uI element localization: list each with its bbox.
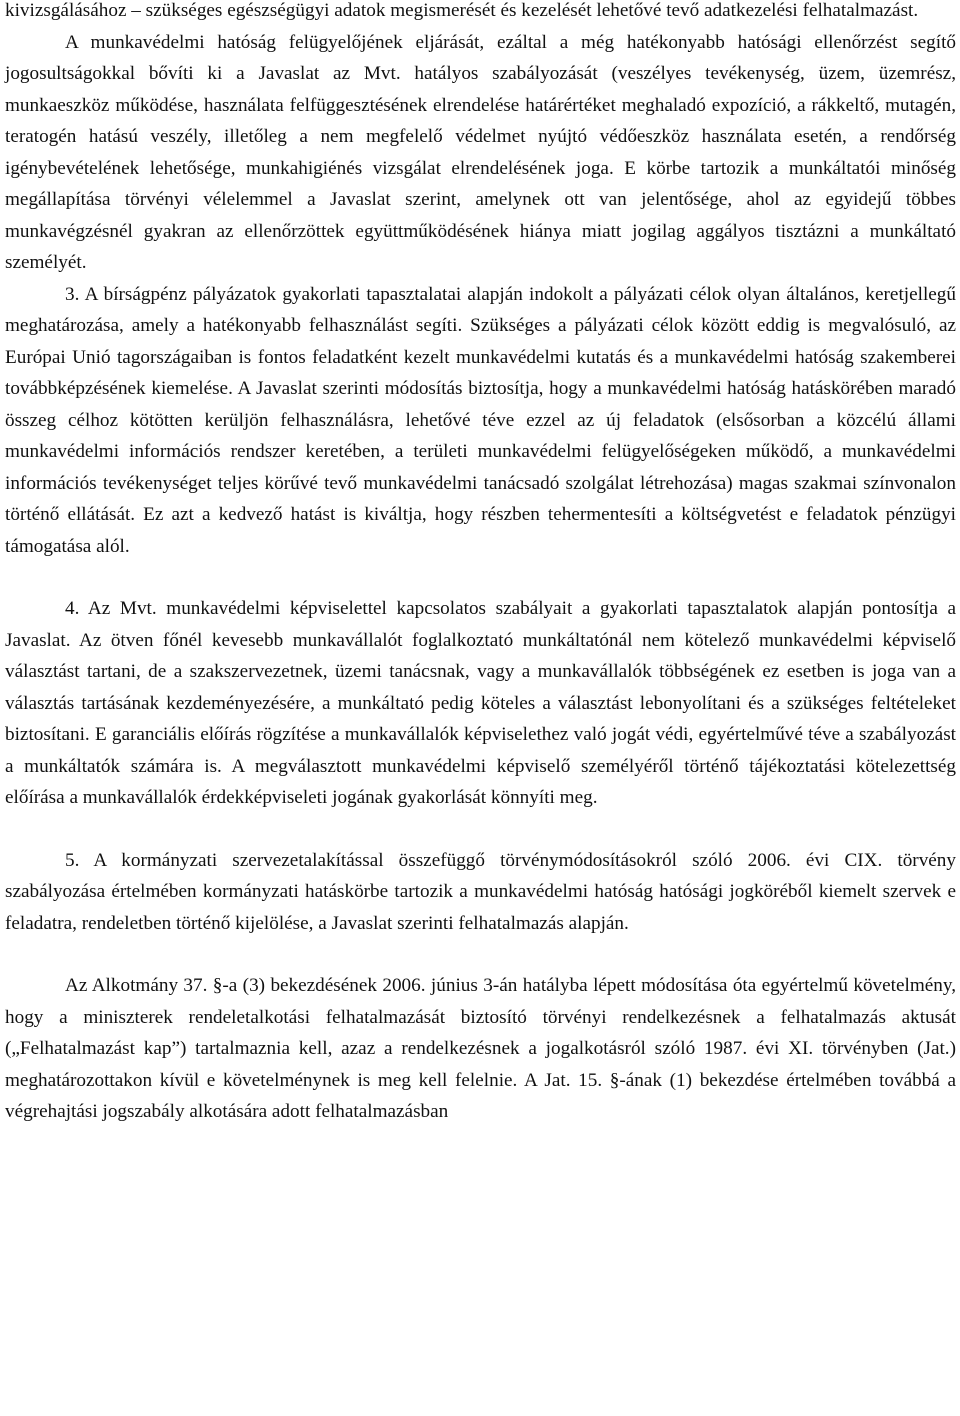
paragraph-4: 4. Az Mvt. munkavédelmi képviselettel kapcsolatos szabályait a gyakorlati tapasztalatok alapján pontosítja a Javaslat. Az ötven főnél kevesebb munkavállalót foglalkoztató munkáltatónál nem kötelező munkavédelmi képviselő választást tartani, de a szakszervezetnek, üzemi tanácsnak, vagy a munkavállalók többségének ez esetben is joga van a választás tartásának kezdeményezésére, a munkáltató pedig köteles a választást lebonyolítani és a szükséges feltételeket biztosítani. E garanciális előírás rögzítése a munkavállalók képviselethez való jogát védi, egyértelművé téve a szabályozást a munkáltatók számára is. A megválasztott munkavédelmi képviselő személyéről történő tájékoztatási kötelezettség előírása a munkavállalók érdekképviseleti jogának gyakorlását könnyíti meg.	[5, 598, 956, 808]
paragraph-5: 5. A kormányzati szervezetalakítással összefüggő törvénymódosításokról szóló 2006. évi CIX. törvény szabályozása értelmében kormányzati hatáskörbe tartozik a munkavédelmi hatóság hatósági jogköréből kiemelt szervek e feladatra, rendeletben történő kijelölése, a Javaslat szerinti felhatalmazás alapján.	[5, 849, 956, 934]
paragraph-6: Az Alkotmány 37. §-a (3) bekezdésének 2006. június 3-án hatályba lépett módosítása óta egyértelmű követelmény, hogy a miniszterek rendeletalkotási felhatalmazását biztosító törvényi rendelkezésnek a felhatalmazás aktusát („Felhatalmazást kap”) tartalmaznia kell, azaz a rendelkezésnek a jogalkotásról szóló 1987. évi XI. törvényben (Jat.) meghatározottakon kívül e követelménynek is meg kell felelnie. A Jat. 15. §-ának (1) bekezdése értelmében továbbá a végrehajtási jogszabály alkotására adott felhatalmazásban	[5, 975, 956, 1122]
paragraph-3: 3. A bírságpénz pályázatok gyakorlati tapasztalatai alapján indokolt a pályázati célok olyan általános, keretjellegű meghatározása, amely a hatékonyabb felhasználást segíti. Szükséges a pályázati célok között eddig is megvalósuló, az Európai Unió tagországaiban is fontos feladatként kezelt munkavédelmi kutatás és a munkavédelmi hatóság szakemberei továbbképzésének kiemelése. A Javaslat szerinti módosítás biztosítja, hogy a munkavédelmi hatóság hatáskörében maradó összeg célhoz kötötten kerüljön felhasználásra, lehetővé téve ezzel az új feladatok (elsősorban a közcélú állami munkavédelmi információs rendszer keretében, a területi munkavédelmi felügyelőségeken működő, a munkavédelmi információs tevékenységet teljes körűvé tevő munkavédelmi tanácsadó szolgálat létrehozása) magas szakmai színvonalon történő ellátását. Ez azt a kedvező hatást is kiváltja, hogy részben tehermentesíti a költségvetést e feladatok pénzügyi támogatása alól.	[5, 283, 956, 557]
paragraph-1: kivizsgálásához – szükséges egészségügyi adatok megismerését és kezelését lehetővé tevő adatkezelési felhatalmazást.	[5, 0, 919, 21]
paragraph-2: A munkavédelmi hatóság felügyelőjének eljárását, ezáltal a még hatékonyabb hatósági ellenőrzést segítő jogosultságokkal bővíti ki a Javaslat az Mvt. hatályos szabályozását (veszélyes tevékenység, üzem, üzemrész, munkaeszköz működése, használata felfüggesztésének elrendelése határértéket meghaladó expozíció, a rákkeltő, mutagén, teratogén hatású veszély, illetőleg a nem megfelelő védelmet nyújtó védőeszköz használata esetén, a rendőrség igénybevételének lehetősége, munkahigiénés vizsgálat elrendelésének joga. E körbe tartozik a munkáltatói minőség megállapítása törvényi vélelemmel a Javaslat szerint, amelynek ott van jelentősége, ahol az egyidejű többes munkavégzésnél gyakran az ellenőrzöttek együttműködésének hiánya miatt jogilag aggályos tisztázni a munkáltató személyét.	[5, 31, 956, 273]
